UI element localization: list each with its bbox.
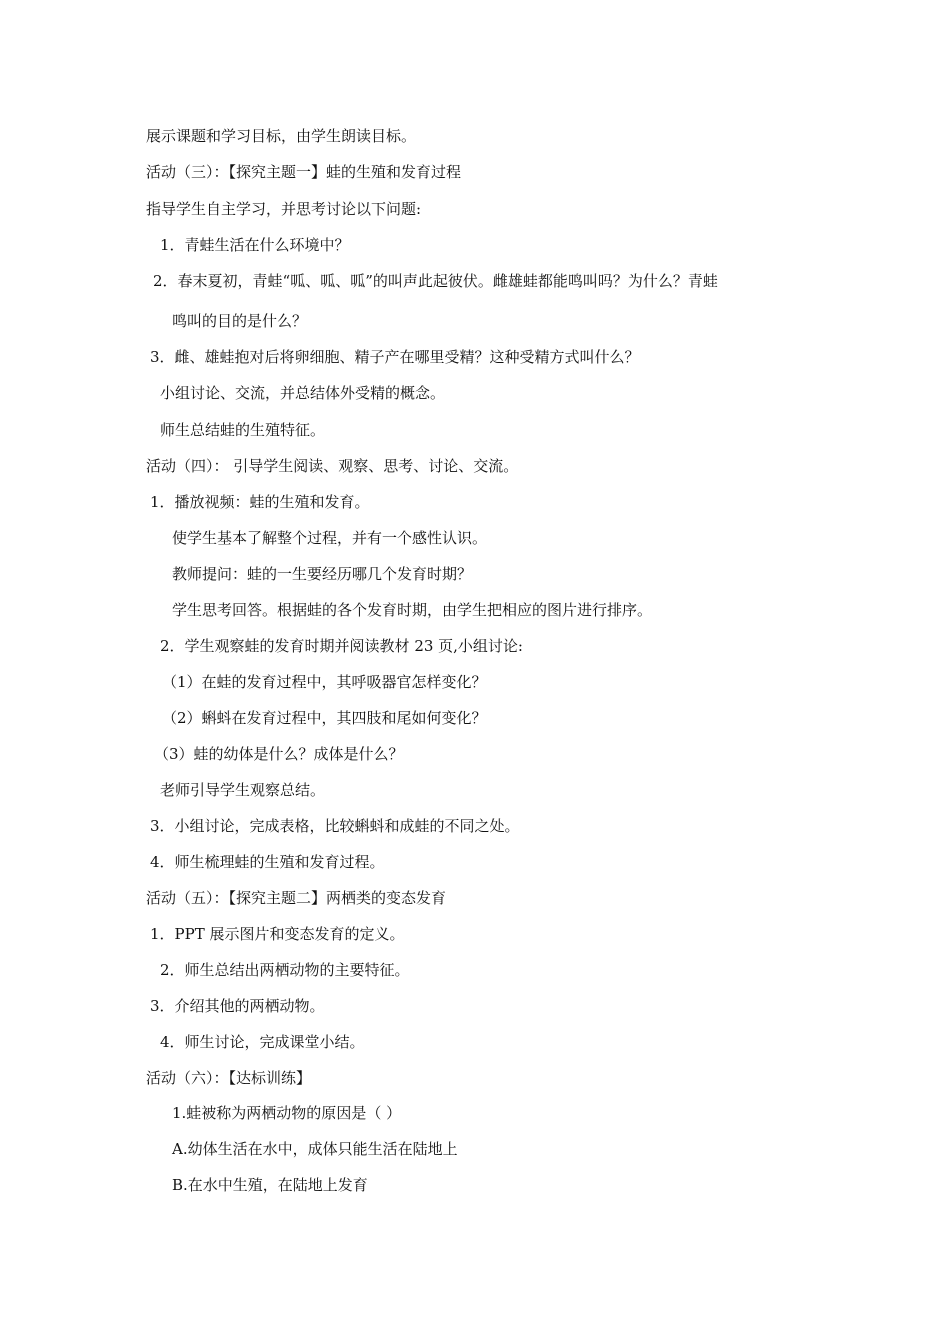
question-1: 1．青蛙生活在什么环境中？	[160, 236, 350, 254]
question-2: 2．春末夏初，青蛙“呱、呱、呱”的叫声此起彼伏。雌雄蛙都能鸣叫吗？为什么？青蛙	[153, 272, 718, 290]
activity-4-item-4: 4．师生梳理蛙的生殖和发育过程。	[150, 853, 385, 871]
guide-line: 指导学生自主学习，并思考讨论以下问题:	[146, 200, 422, 218]
sub-question-3: （3）蛙的幼体是什么？成体是什么？	[154, 745, 404, 763]
activity-4-item-3: 3．小组讨论，完成表格，比较蝌蚪和成蛙的不同之处。	[150, 817, 520, 835]
intro-line: 展示课题和学习目标，由学生朗读目标。	[146, 127, 417, 145]
exercise-question-1: 1.蛙被称为两栖动物的原因是（ ）	[172, 1104, 402, 1122]
exercise-option-b: B.在水中生殖，在陆地上发育	[172, 1176, 368, 1194]
sub-question-2: （2）蝌蚪在发育过程中，其四肢和尾如何变化？	[162, 709, 487, 727]
activity-4-item-1: 1．播放视频：蛙的生殖和发育。	[150, 493, 370, 511]
activity-6-heading: 活动（六）：【达标训练】	[146, 1069, 312, 1087]
activity-3-heading: 活动（三）：【探究主题一】蛙的生殖和发育过程	[146, 163, 462, 181]
activity-5-item-1: 1．PPT 展示图片和变态发育的定义。	[150, 925, 405, 943]
question-2-continued: 鸣叫的目的是什么？	[172, 312, 308, 330]
group-discussion-line: 小组讨论、交流，并总结体外受精的概念。	[160, 384, 446, 402]
activity-4-heading: 活动（四）： 引导学生阅读、观察、思考、讨论、交流。	[146, 457, 519, 475]
activity-5-heading: 活动（五）：【探究主题二】两栖类的变态发育	[146, 889, 447, 907]
activity-4-item-2: 2．学生观察蛙的发育时期并阅读教材 23 页,小组讨论:	[160, 637, 523, 655]
activity-4-item-1-detail-3: 学生思考回答。根据蛙的各个发育时期，由学生把相应的图片进行排序。	[172, 601, 653, 619]
activity-4-item-1-detail-1: 使学生基本了解整个过程，并有一个感性认识。	[172, 529, 488, 547]
question-3: 3．雌、雄蛙抱对后将卵细胞、精子产在哪里受精？这种受精方式叫什么？	[150, 348, 640, 366]
summary-line: 师生总结蛙的生殖特征。	[160, 421, 326, 439]
activity-4-item-1-detail-2: 教师提问：蛙的一生要经历哪几个发育时期？	[172, 565, 473, 583]
activity-5-item-3: 3．介绍其他的两栖动物。	[150, 997, 325, 1015]
teacher-guide-line: 老师引导学生观察总结。	[160, 781, 326, 799]
sub-question-1: （1）在蛙的发育过程中，其呼吸器官怎样变化？	[162, 673, 487, 691]
exercise-option-a: A.幼体生活在水中，成体只能生活在陆地上	[172, 1140, 458, 1158]
activity-5-item-2: 2．师生总结出两栖动物的主要特征。	[160, 961, 410, 979]
activity-5-item-4: 4．师生讨论，完成课堂小结。	[160, 1033, 365, 1051]
